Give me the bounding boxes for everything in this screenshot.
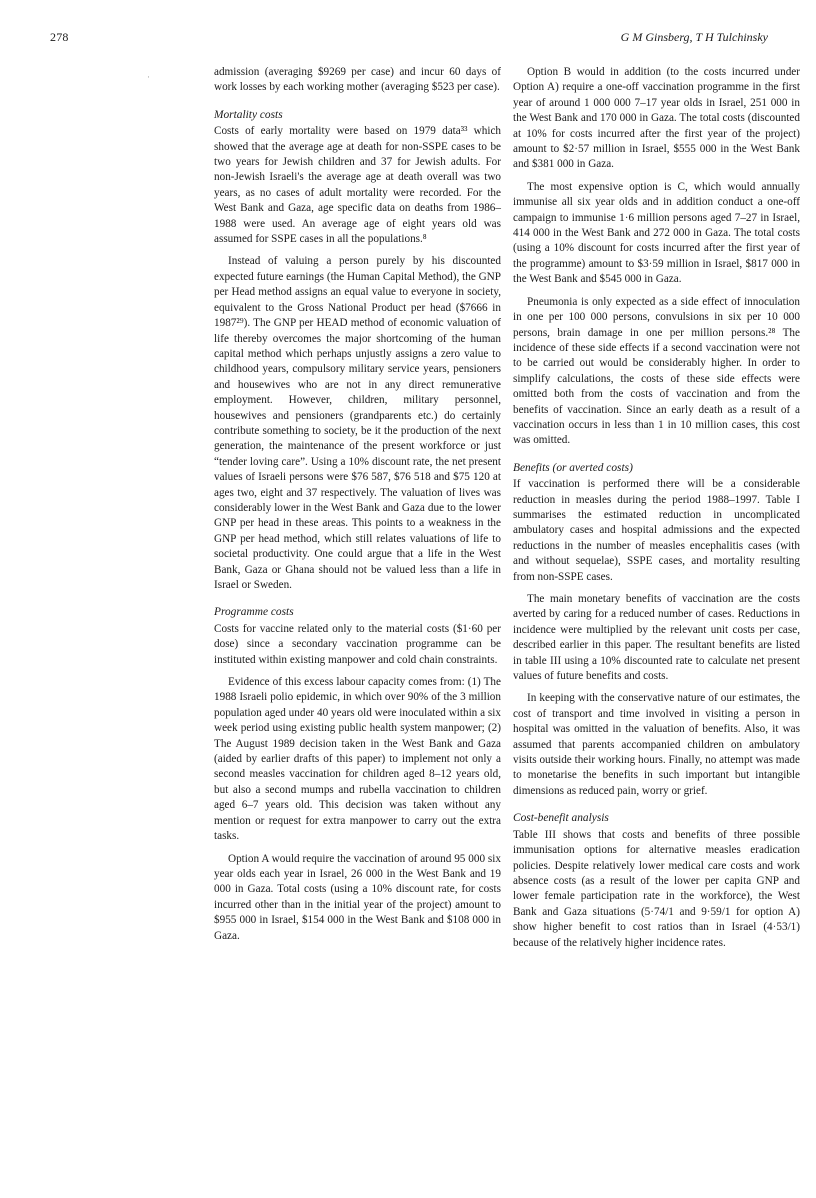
paragraph-conservative-estimates: In keeping with the conservative nature of our estimates, the cost of transport and time involved in visiting a person in hospital was omitted in the valuation of benefits. Also, it was assumed that parents accompanied children on ambulatory visits outside their working hours. Finally, no attempt was made to monetarise the benefits in such important but intangible dimensions as reduced pain, worry or grief. bbox=[513, 692, 800, 797]
paragraph-option-c: The most expensive option is C, which would annually immunise all six year olds and in addition conduct a one-off campaign to immunise 1·6 million persons aged 7–27 in Israel, 414 000 in the West Bank and 272 000 in Gaza. The total costs (using a 10% discount for costs incurred after the first year of the programme) amount to $3·59 million in Israel, $817 000 in the West Bank and $545 000 in Gaza. bbox=[513, 180, 800, 286]
paragraph-monetary-benefits: The main monetary benefits of vaccination are the costs averted by caring for a reduced number of cases. Reductions in incidence were multiplied by the relevant unit costs per case, described earlier in this paper. The resultant benefits are listed in table III using a 10% discounted rate to calculate net present values of future benefits and costs. bbox=[513, 593, 800, 683]
left-column bbox=[214, 65, 501, 951]
paragraph-gnp-method: Instead of valuing a person purely by his discounted expected future earnings (the Human Capital Method), the GNP per Head method assigns an equal value to everyone in society, equivalent to the Gross National Product per head ($7666 in 1987²⁹). The GNP per HEAD method of economic valuation of life thereby overcomes the major shortcoming of the human capital method which perhaps unjustly assigns a zero value to childhood years, compulsory military service years, pensioners and housewives who are not in any direct remunerative employment. However, children, military personnel, housewives and pensioners (grandparents etc.) do certainly contribute something to society, be it the production of the next generation, the maintenance of the present workforce or just “tender loving care”. Using a 10% discount rate, the net present values of Israeli persons were $76 587, $76 518 and $75 120 at ages two, eight and 37 respectively. The valuation of lives was considerably lower in the West Bank and Gaza due to the lower GNP per head in these areas. This points to a weakness in the GNP per head method, which still relates valuations of life to societal productivity. One could argue that a life in the West Bank, Gaza or Ghana should not be valued less than a life in Israel or Sweden. bbox=[214, 255, 501, 591]
margin-mark: · bbox=[147, 72, 150, 82]
page-number: 278 bbox=[50, 30, 69, 44]
paragraph-labour-capacity: Evidence of this excess labour capacity comes from: (1) The 1988 Israeli polio epidemic, in which over 90% of the 3 million population aged under 40 years old were inoculated within a six week period using existing public health system manpower; (2) The August 1989 decision taken in the West Bank and Gaza (aided by earlier drafts of this paper) to implement not only a second measles vaccination for children aged 8–12 years old, but also a second mumps and rubella vaccination to children aged 6–7 years old. This decision was taken without any mention or request for extra manpower to carry out the extra tasks. bbox=[214, 676, 501, 843]
paragraph-side-effects: Pneumonia is only expected as a side effect of innoculation in one per 100 000 persons, convulsions in six per 10 000 persons, brain damage in one per million persons.²⁸ The incidence of these side effects if a second vaccination were not to be carried out would be considerably higher. In order to simplify calculations, the costs of these side effects were omitted both from the costs of vaccination and from the benefits of vaccination. Since an early death as a result of a vaccination occurs in less than 1 in 10 million cases, this cost was omitted. bbox=[513, 295, 800, 447]
paragraph-measles-reduction: If vaccination is performed there will be a considerable reduction in measles during the period 1988–1997. Table I summarises the estimated reduction in uncomplicated ambulatory cases and hospital admissions and the expected reductions in the number of measles encephalitis cases (with and without sequelae), SSPE cases, and mortality resulting from non-SSPE cases. bbox=[513, 478, 800, 583]
running-header-authors: G M Ginsberg, T H Tulchinsky bbox=[620, 30, 768, 44]
paragraph-vaccine-costs: Costs for vaccine related only to the material costs ($1·60 per dose) since a secondary vaccination programme can be instituted within existing manpower and cold chain constraints. bbox=[214, 622, 501, 666]
right-column bbox=[513, 65, 800, 958]
heading-mortality-costs: Mortality costs bbox=[214, 108, 283, 121]
paragraph-mortality-data: Costs of early mortality were based on 1979 data³³ which showed that the average age at death for non-SSPE cases to be two years for Jewish children and 37 for Jewish adults. For non-Jewish Israeli's the average age at death overall was two years, as no cases of adult mortality were recorded. For the West Bank and Gaza, age specific data on deaths from 1986–1988 were used. An average age of eight years old was assumed for SSPE cases in all the populations.⁸ bbox=[214, 125, 501, 246]
heading-benefits: Benefits (or averted costs) bbox=[513, 461, 633, 474]
heading-cost-benefit-analysis: Cost-benefit analysis bbox=[513, 812, 609, 825]
paragraph-cost-benefit: Table III shows that costs and benefits of three possible immunisation options for alternative measles eradication policies. Despite relatively lower medical care costs and work absence costs (as a result of the lower per capita GNP and lower female participation rate in the workforce), the West Bank and Gaza situations (5·74/1 and 9·59/1 for option A) show higher benefit to cost ratios than in Israel (4·53/1) because of the relatively higher incidence rates. bbox=[513, 828, 800, 949]
paragraph-option-a: Option A would require the vaccination of around 95 000 six year olds each year in Israel, 26 000 in the West Bank and 19 000 in Gaza. Total costs (using a 10% discount rate, for costs incurred other than in the initial year of the project) amount to $955 000 in Israel, $154 000 in the West Bank and $108 000 in Gaza. bbox=[214, 852, 501, 942]
heading-programme-costs: Programme costs bbox=[214, 606, 294, 619]
paragraph-admission-costs: admission (averaging $9269 per case) and incur 60 days of work losses by each working mother (averaging $523 per case). bbox=[214, 66, 501, 94]
paragraph-option-b: Option B would in addition (to the costs incurred under Option A) require a one-off vaccination programme in the first year of around 1 000 000 7–17 year olds in Israel, 251 000 in the West Bank and 170 000 in Gaza. The total costs (discounted at 10% for costs incurred after the first year of the project) amount to $2·57 million in Israel, $555 000 in the West Bank and $381 000 in Gaza. bbox=[513, 66, 800, 171]
